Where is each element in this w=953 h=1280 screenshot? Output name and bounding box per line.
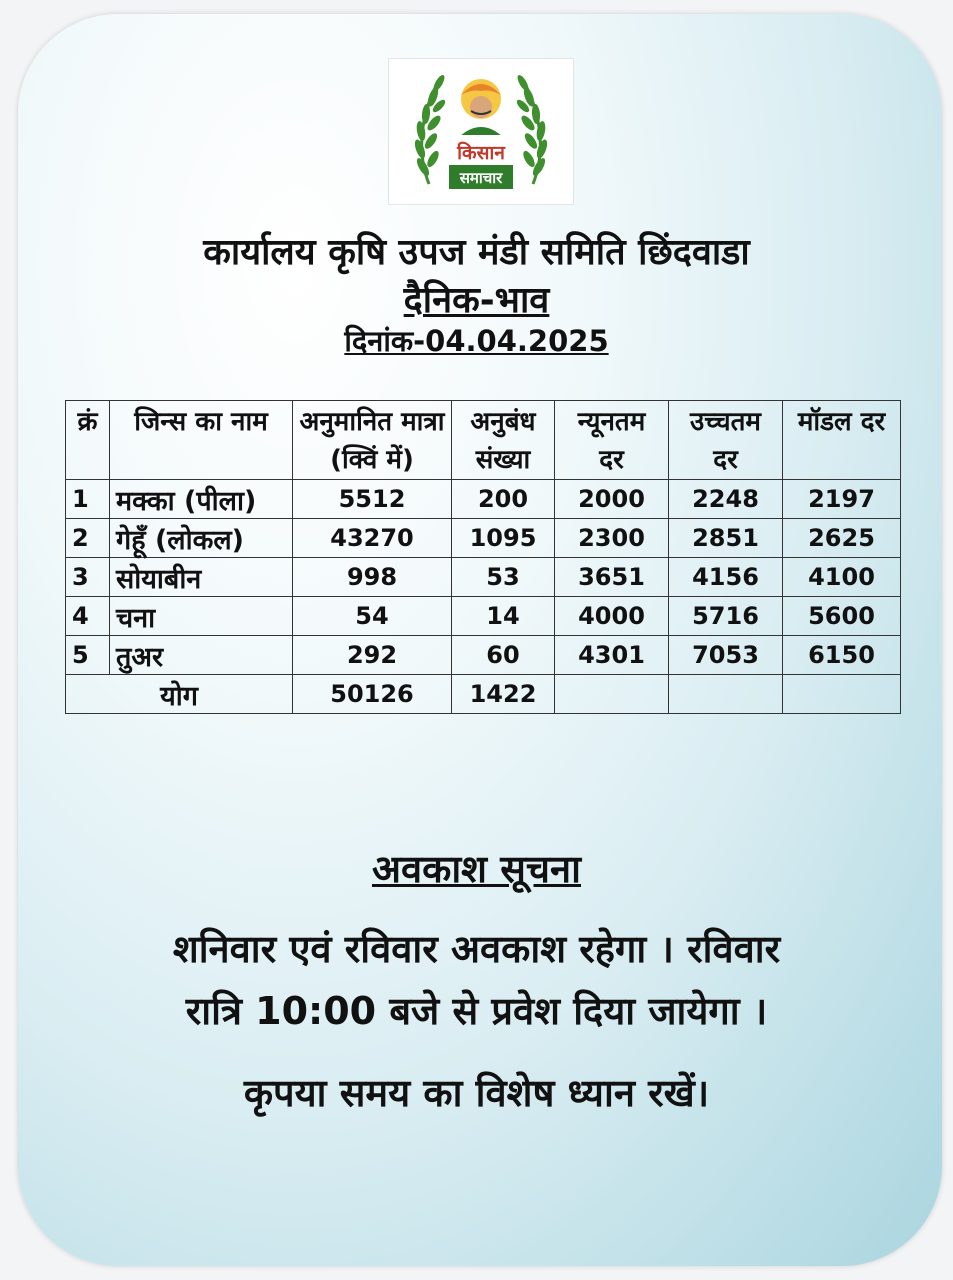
cell-min-rate: 4301	[555, 636, 669, 675]
col-header-contracts: अनुबंध संख्या	[452, 401, 555, 480]
cell-model-rate: 4100	[783, 558, 901, 597]
table-total-row	[66, 675, 901, 714]
cell-min-rate: 4000	[555, 597, 669, 636]
cell-min-rate: 3651	[555, 558, 669, 597]
cell-quantity: 43270	[293, 519, 452, 558]
cell-contracts: 14	[452, 597, 555, 636]
table-row	[66, 558, 901, 597]
cell-model-rate: 6150	[783, 636, 901, 675]
holiday-notice-line-2: रात्रि 10:00 बजे से प्रवेश दिया जायेगा ।	[185, 989, 768, 1033]
cell-commodity: सोयाबीन	[110, 558, 293, 597]
report-date: दिनांक-04.04.2025	[344, 324, 609, 358]
cell-quantity: 998	[293, 558, 452, 597]
cell-quantity: 54	[293, 597, 452, 636]
cell-model-rate: 5600	[783, 597, 901, 636]
table-row	[66, 480, 901, 519]
cell-contracts: 60	[452, 636, 555, 675]
cell-quantity: 292	[293, 636, 452, 675]
kisan-samachar-logo	[388, 58, 574, 205]
col-header-quantity: अनुमानित मात्रा (क्विं में)	[293, 401, 452, 480]
total-empty-cell	[555, 675, 669, 714]
cell-max-rate: 2851	[669, 519, 783, 558]
cell-sn: 5	[66, 636, 110, 675]
cell-sn: 4	[66, 597, 110, 636]
holiday-notice-heading: अवकाश सूचना	[371, 847, 581, 891]
cell-max-rate: 4156	[669, 558, 783, 597]
col-header-max-rate: उच्चतम दर	[669, 401, 783, 480]
cell-max-rate: 5716	[669, 597, 783, 636]
cell-max-rate: 7053	[669, 636, 783, 675]
cell-max-rate: 2248	[669, 480, 783, 519]
page-subtitle: दैनिक-भाव	[403, 280, 550, 321]
cell-contracts: 1095	[452, 519, 555, 558]
table-row	[66, 519, 901, 558]
total-empty-cell	[783, 675, 901, 714]
total-empty-cell	[669, 675, 783, 714]
cell-model-rate: 2197	[783, 480, 901, 519]
cell-quantity: 5512	[293, 480, 452, 519]
cell-sn: 3	[66, 558, 110, 597]
cell-commodity: गेहूँ (लोकल)	[110, 519, 293, 558]
holiday-notice-line-1: शनिवार एवं रविवार अवकाश रहेगा । रविवार	[172, 927, 781, 971]
svg-text:किसान: किसान	[457, 142, 505, 164]
total-contracts: 1422	[452, 675, 555, 714]
col-header-model-rate: मॉडल दर	[783, 401, 901, 480]
cell-sn: 2	[66, 519, 110, 558]
cell-contracts: 53	[452, 558, 555, 597]
rates-table	[65, 400, 901, 714]
table-row	[66, 597, 901, 636]
cell-commodity: मक्का (पीला)	[110, 480, 293, 519]
total-quantity: 50126	[293, 675, 452, 714]
cell-commodity: चना	[110, 597, 293, 636]
table-header-row	[66, 401, 901, 480]
cell-min-rate: 2000	[555, 480, 669, 519]
svg-text:समाचार: समाचार	[459, 169, 503, 187]
holiday-notice-line-3: कृपया समय का विशेष ध्यान रखें।	[243, 1071, 710, 1115]
table-row	[66, 636, 901, 675]
cell-contracts: 200	[452, 480, 555, 519]
cell-min-rate: 2300	[555, 519, 669, 558]
col-header-commodity: जिन्स का नाम	[110, 401, 293, 480]
cell-commodity: तुअर	[110, 636, 293, 675]
total-label: योग	[66, 675, 293, 714]
office-title: कार्यालय कृषि उपज मंडी समिति छिंदवाडा	[203, 232, 750, 273]
col-header-min-rate: न्यूनतम दर	[555, 401, 669, 480]
cell-model-rate: 2625	[783, 519, 901, 558]
cell-sn: 1	[66, 480, 110, 519]
col-header-sn: क्रं	[66, 401, 110, 480]
